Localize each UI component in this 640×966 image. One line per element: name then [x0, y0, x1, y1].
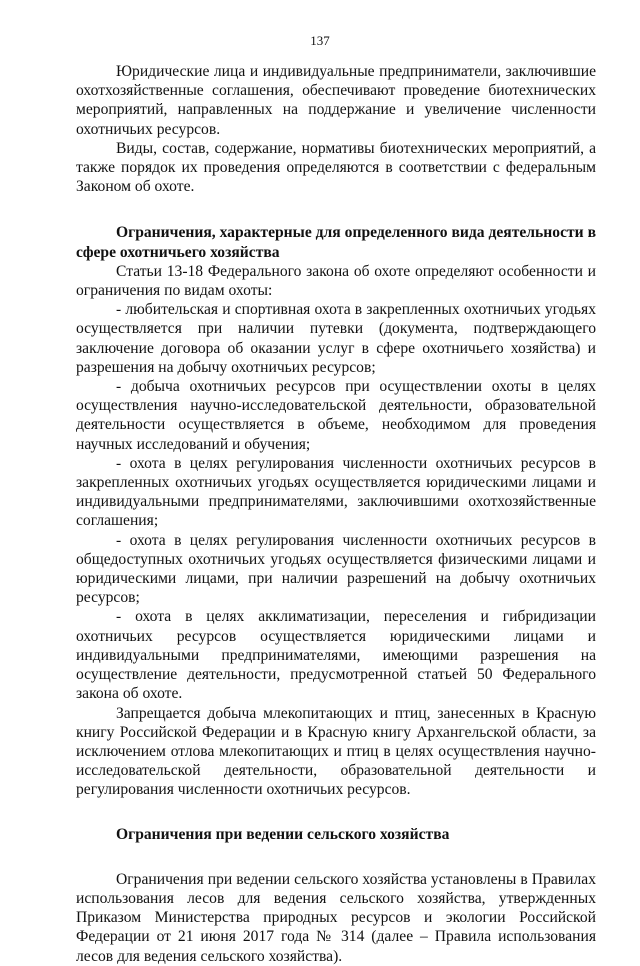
- paragraph: Статьи 13-18 Федерального закона об охоте определяют особенности и ограничения по видам охоты:: [76, 262, 596, 300]
- list-item: - любительская и спортивная охота в закрепленных охотничьих угодьях осуществляется при наличии путевки (документа, подтверждающего заключение договора об оказании услуг в сфере охотничьего хозяйства) и разрешения на добычу охотничьих ресурсов;: [76, 301, 596, 376]
- list-item: - охота в целях регулирования численности охотничьих ресурсов в закрепленных охотничьих угодьях осуществляется юридическими лицами и индивидуальными предпринимателями, заключившими охотхозяйственные соглашения;: [76, 454, 596, 530]
- document-body: [76, 62, 596, 966]
- paragraph: Юридические лица и индивидуальные предприниматели, заключившие охотхозяйственные соглашения, обеспечивают проведение биотехнических мероприятий, направленных на поддержание и увеличение численности охотничьих ресурсов.: [76, 63, 596, 138]
- section-heading: Ограничения, характерные для определенного вида деятельности в сфере охотничьего хозяйства: [76, 224, 596, 261]
- paragraph: Виды, состав, содержание, нормативы биотехнических мероприятий, а также порядок их проведения определяются в соответствии с федеральным Законом об охоте.: [76, 139, 596, 196]
- spacer: [76, 196, 596, 223]
- spacer: [76, 800, 596, 825]
- section-heading: Ограничения при ведении сельского хозяйства: [116, 825, 450, 843]
- spacer: [76, 844, 596, 870]
- list-item: - охота в целях регулирования численности охотничьих ресурсов в общедоступных охотничьих угодьях осуществляется физическими лицами и юридическими лицами, при наличии разрешений на добычу охотничьих ресурсов;: [76, 531, 596, 607]
- list-item: - добыча охотничьих ресурсов при осуществлении охоты в целях осуществления научно-исследовательской деятельности, образовательной деятельности осуществляется в объеме, необходимом для проведения научных исследований и обучения;: [76, 378, 596, 453]
- page-number: 137: [310, 33, 330, 48]
- list-item: - охота в целях акклиматизации, переселения и гибридизации охотничьих ресурсов осуществляется юридическими лицами и индивидуальными предпринимателями, имеющими разрешения на осуществление деятельности, предусмотренной статьей 50 Федерального закона об охоте.: [76, 608, 596, 703]
- paragraph: Ограничения при ведении сельского хозяйства установлены в Правилах использования лесов для ведения сельского хозяйства, утвержденных Приказом Министерства природных ресурсов и экологии Российской Федерации от 21 июня 2017 года № 314 (далее – Правила использования лесов для ведения сельского хозяйства).: [76, 870, 596, 965]
- paragraph: Запрещается добыча млекопитающих и птиц, занесенных в Красную книгу Российской Федерации и в Красную книгу Архангельской области, за исключением отлова млекопитающих и птиц в целях осуществления научно-исследовательской деятельности, образовательной деятельности и регулирования численности охотничьих ресурсов.: [76, 704, 596, 799]
